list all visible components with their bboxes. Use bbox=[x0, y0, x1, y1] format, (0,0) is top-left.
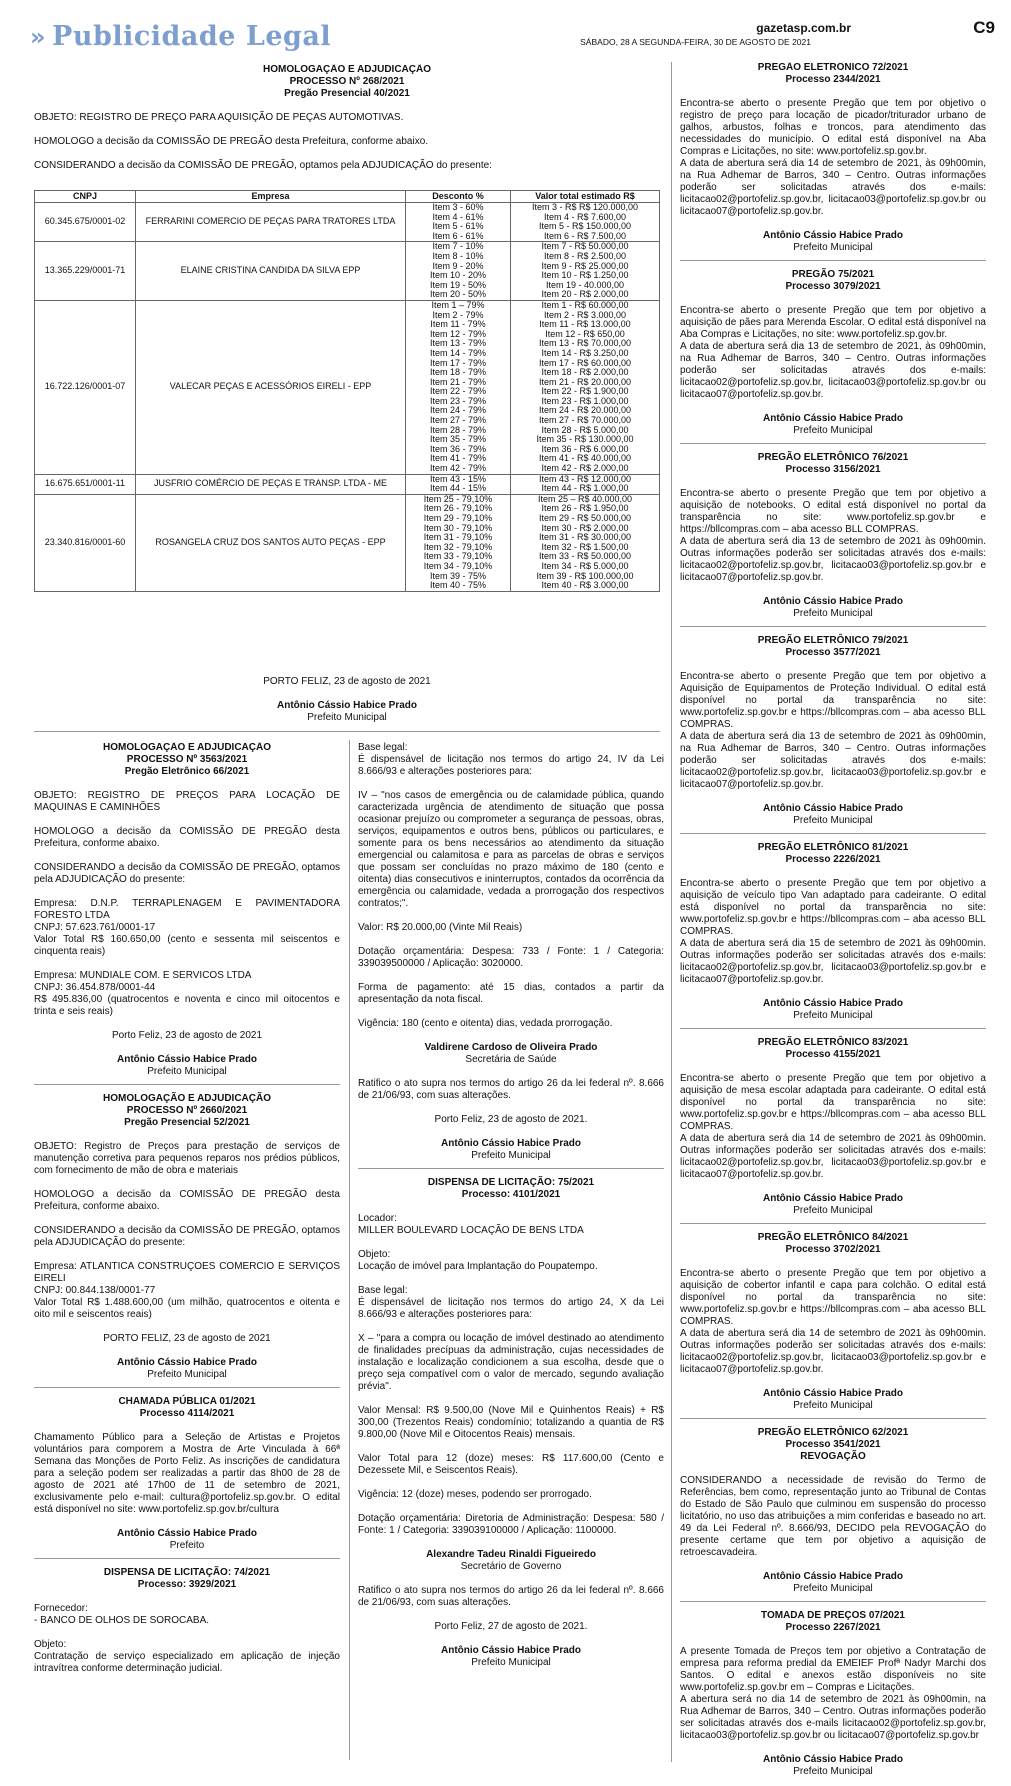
divider bbox=[34, 1387, 340, 1388]
signatory-title: Prefeito Municipal bbox=[471, 1657, 551, 1668]
discount-item: Item 7 - 10% bbox=[432, 241, 484, 252]
divider bbox=[34, 731, 660, 732]
signatory-title: Prefeito Municipal bbox=[793, 425, 873, 436]
signatory-name: Antônio Cássio Habice Prado bbox=[276, 700, 418, 711]
notice-date: Porto Feliz, 23 de agosto de 2021 bbox=[111, 1030, 263, 1041]
divider bbox=[34, 1084, 340, 1085]
notice-date: Porto Feliz, 27 de agosto de 2021. bbox=[434, 1621, 588, 1632]
discount-item: Item 44 - 15% bbox=[429, 483, 487, 494]
signatory-title: Prefeito Municipal bbox=[307, 712, 387, 723]
discount-item: Item 11 - 79% bbox=[430, 319, 486, 330]
budget-allocation: Dotação orçamentária: Despesa: 733 / Fonte: 1 / Categoria: 339039500000 / Aplicação: 3020000. bbox=[358, 946, 664, 969]
field-label: Base legal: bbox=[358, 1285, 408, 1296]
value-item: Item 8 - R$ 2.500,00 bbox=[543, 250, 627, 261]
signatory-title: Prefeito Municipal bbox=[793, 1766, 873, 1777]
col-header-empresa: Empresa bbox=[136, 191, 406, 203]
notice-body: A data de abertura será dia 14 de setembro de 2021 às 09h00min. Outras informações poderão ser solicitadas através dos e-mails: licitacao02@portofeliz.sp.gov.br, licitacao03@portofeliz.sp.gov.br e licitacao07@portofeliz.sp.gov.br. bbox=[680, 1133, 986, 1180]
section-title: » Publicidade Legal bbox=[30, 21, 332, 52]
discount-item: Item 39 - 75% bbox=[429, 570, 487, 581]
signatory-name: Antônio Cássio Habice Prado bbox=[762, 998, 904, 1009]
value-item: Item 18 - R$ 2.000,00 bbox=[541, 367, 629, 378]
notice-date: PORTO FELIZ, 23 de agosto de 2021 bbox=[263, 676, 431, 687]
value-item: Item 5 - R$ 150.000,00 bbox=[538, 221, 632, 232]
cell-valor bbox=[511, 203, 660, 242]
discount-item: Item 43 - 15% bbox=[429, 473, 487, 484]
notice-objeto: Locação de imóvel para Implantação do Poupatempo. bbox=[358, 1261, 598, 1272]
discount-item: Item 14 - 79% bbox=[429, 347, 487, 358]
discount-item: Item 32 - 79,10% bbox=[423, 541, 493, 552]
field-label: Objeto: bbox=[358, 1249, 391, 1260]
notice-heading: PREGÃO 75/2021 bbox=[791, 269, 875, 280]
value-item: Item 33 - R$ 50.000,00 bbox=[538, 551, 632, 562]
notice-process: Processo 4155/2021 bbox=[785, 1049, 881, 1060]
page-number: C9 bbox=[973, 18, 995, 37]
cell-cnpj: 23.340.816/0001-60 bbox=[35, 494, 136, 591]
value-item: Item 36 - R$ 6.000,00 bbox=[541, 443, 629, 454]
notice-subheading: Pregão Eletrônico 66/2021 bbox=[124, 766, 250, 777]
discount-item: Item 4 - 61% bbox=[432, 211, 484, 222]
divider bbox=[680, 1601, 986, 1602]
value-item: Item 26 - R$ 1.950,00 bbox=[541, 503, 629, 514]
notice-heading: HOMOLOGAÇÃO E ADJUDICAÇÃO bbox=[103, 742, 271, 753]
value-item: Item 28 - R$ 5.000,00 bbox=[541, 424, 629, 435]
discount-item: Item 40 - 75% bbox=[429, 580, 487, 591]
company-cnpj: CNPJ: 00.844.138/0001-77 bbox=[34, 1285, 156, 1296]
cell-desconto bbox=[406, 203, 511, 242]
value-item: Item 19 - 40.000,00 bbox=[545, 279, 625, 290]
payment-terms: Forma de pagamento: até 15 dias, contados a partir da apresentação da nota fiscal. bbox=[358, 982, 664, 1005]
lessor-name: MILLER BOULEVARD LOCAÇÃO DE BENS LTDA bbox=[358, 1225, 584, 1236]
signatory-name: Antônio Cássio Habice Prado bbox=[762, 230, 904, 241]
discount-item: Item 33 - 79,10% bbox=[423, 551, 493, 562]
notice-homologo: HOMOLOGO a decisão da COMISSÃO DE PREGÃO desta Prefeitura, conforme abaixo. bbox=[34, 136, 429, 147]
validity: Vigência: 12 (doze) meses, podendo ser prorrogado. bbox=[358, 1489, 592, 1500]
notice-homologo: HOMOLOGO a decisão da COMISSÃO DE PREGÃO desta Prefeitura, conforme abaixo. bbox=[34, 826, 340, 849]
signatory-name: Valdirene Cardoso de Oliveira Prado bbox=[424, 1042, 598, 1053]
notice-body: Encontra-se aberto o presente Pregão que tem por objetivo a aquisição de mesa escolar adaptada para cadeirante. O edital está disponível no portal da transparência no site: www.portofeliz.sp.gov.br e https://bllcompras.com – aba acesso BLL COMPRAS. bbox=[680, 1073, 986, 1132]
legal-quote: IV – "nos casos de emergência ou de calamidade pública, quando caracterizada urgência de atendimento de situação que possa ocasionar prejuízo ou comprometer a segurança de pessoas, obras, serviços, equipamentos e outros bens, públicos ou particulares, e somente para os bens necessários ao atendimento da situação emergencial ou calamitosa e para as parcelas de obras e serviços que possam ser concluídas no prazo máximo de 180 (cento e oitenta) dias consecutivos e ininterruptos, contados da ocorrência da emergência ou calamidade, vedada a prorrogação dos respectivos contratos;". bbox=[358, 790, 664, 909]
divider bbox=[680, 626, 986, 627]
field-label: Fornecedor: bbox=[34, 1603, 88, 1614]
discount-item: Item 29 - 79,10% bbox=[423, 513, 493, 523]
notice-process: Processo 3541/2021 bbox=[785, 1439, 881, 1450]
notice-subheading: Pregão Presencial 52/2021 bbox=[124, 1117, 250, 1128]
notice-body: A data de abertura será dia 13 de setembro de 2021, às 09h00min, na Rua Adhemar de Barros, 340 – Centro. Outras informações poderão ser solicitadas através dos e-mails: licitacao02@portofeliz.sp.gov.br, licitacao03@portofeliz.sp.gov.br ou licitacao07@portofeliz.sp.gov.br. bbox=[680, 341, 986, 400]
value-item: Item 43 - R$ 12.000,00 bbox=[538, 473, 632, 484]
signatory-title: Prefeito Municipal bbox=[793, 1010, 873, 1021]
table-row bbox=[35, 300, 660, 474]
signatory-title: Prefeito bbox=[169, 1540, 205, 1551]
notice-process: Processo 2344/2021 bbox=[785, 74, 881, 85]
divider bbox=[680, 1028, 986, 1029]
discount-item: Item 13 - 79% bbox=[429, 338, 487, 349]
discount-item: Item 12 - 79% bbox=[429, 328, 487, 339]
discount-item: Item 19 - 50% bbox=[429, 279, 487, 290]
company-value: Valor Total R$ 1.488.600,00 (um milhão, quatrocentos e oitenta e oito mil e seiscentos reais) bbox=[34, 1297, 340, 1320]
signatory-title: Secretário de Governo bbox=[460, 1561, 562, 1572]
divider bbox=[34, 1558, 340, 1559]
cell-valor bbox=[511, 494, 660, 591]
value-item: Item 6 - R$ 7.500,00 bbox=[543, 230, 627, 241]
notice-body: Encontra-se aberto o presente Pregão que tem por objetivo a Aquisição de Equipamentos de Proteção Individual. O edital está disponível no portal da transparência no site: www.portofeliz.sp.gov.br e https://bllcompras.com – aba acesso BLL COMPRAS. bbox=[680, 671, 986, 730]
notice-body: A data de abertura será dia 13 de setembro de 2021 às 09h00min, na Rua Adhemar de Barros, 340 – Centro. Outras informações poderão ser solicitadas através dos e-mails: licitacao02@portofeliz.sp.gov.br, licitacao03@portofeliz.sp.gov.br e licitacao07@portofeliz.sp.gov.br. bbox=[680, 731, 986, 790]
notice-heading: PREGÃO ELETRÔNICO 81/2021 bbox=[757, 842, 909, 853]
discount-item: Item 3 - 60% bbox=[432, 202, 484, 212]
notice-process: Processo 3702/2021 bbox=[785, 1244, 881, 1255]
notice-body: Encontra-se aberto o presente Pregão que tem por objetivo a aquisição de pães para Merenda Escolar. O edital está disponível na Aba Compras e Licitações, no site: www.portofeliz.sp.gov.br. bbox=[680, 305, 986, 340]
discount-item: Item 34 - 79,10% bbox=[423, 560, 493, 571]
notice-objeto: OBJETO: Registro de Preços para prestação de serviços de manutenção corretiva para pequenos reparos nos prédios públicos, com fornecimento de mão de obra e materiais bbox=[34, 1141, 340, 1176]
signatory-name: Antônio Cássio Habice Prado bbox=[762, 803, 904, 814]
discount-item: Item 17 - 79% bbox=[429, 357, 487, 368]
legal-basis: É dispensável de licitação nos termos do artigo 24, X da Lei 8.666/93 e alterações posteriores para: bbox=[358, 1297, 664, 1320]
notice-pp40 bbox=[34, 64, 660, 172]
notice-body: A data de abertura será dia 14 de setembro de 2021, às 09h00min, na Rua Adhemar de Barros, 340 – Centro. Outras informações poderão ser solicitadas através dos e-mails: licitacao02@portofeliz.sp.gov.br, licitacao03@portofeliz.sp.gov.br ou licitacao07@portofeliz.sp.gov.br. bbox=[680, 158, 986, 217]
notice-heading: TOMADA DE PREÇOS 07/2021 bbox=[761, 1610, 905, 1621]
value-item: Item 2 - R$ 3.000,00 bbox=[543, 309, 627, 320]
signatory-name: Antônio Cássio Habice Prado bbox=[440, 1138, 582, 1149]
signatory-title: Prefeito Municipal bbox=[793, 1205, 873, 1216]
value-item: Item 4 - R$ 7.600,00 bbox=[543, 211, 627, 222]
notice-objeto: Contratação de serviço especializado em aplicação de injeção intravítrea conforme determinação judicial. bbox=[34, 1651, 340, 1674]
notice-body: Encontra-se aberto o presente Pregão que tem por objetivo a aquisição de notebooks. O edital está disponível no portal da transparência no site: www.portofeliz.sp.gov.br e https://bllcompras.com – aba acesso BLL COMPRAS. bbox=[680, 488, 986, 535]
discount-item: Item 2 - 79% bbox=[432, 309, 484, 320]
table-row bbox=[35, 494, 660, 591]
discount-item: Item 36 - 79% bbox=[429, 443, 487, 454]
discount-item: Item 35 - 79% bbox=[429, 434, 487, 445]
notice-date: Porto Feliz, 23 de agosto de 2021. bbox=[434, 1114, 588, 1125]
notice-heading: DISPENSA DE LICITAÇÃO: 75/2021 bbox=[427, 1177, 595, 1188]
notice-heading: CHAMADA PÚBLICA 01/2021 bbox=[118, 1396, 256, 1407]
value-item: Item 1 - R$ 60.000,00 bbox=[541, 299, 629, 310]
field-label: Objeto: bbox=[34, 1639, 67, 1650]
total-value: Valor Total para 12 (doze) meses: R$ 117.600,00 (Cento e Dezessete Mil, e Seiscentos Reais). bbox=[358, 1453, 664, 1476]
contract-value: Valor: R$ 20.000,00 (Vinte Mil Reais) bbox=[358, 922, 523, 933]
divider bbox=[680, 260, 986, 261]
table-row bbox=[35, 203, 660, 242]
signatory-name: Antônio Cássio Habice Prado bbox=[116, 1528, 258, 1539]
discount-item: Item 28 - 79% bbox=[429, 424, 487, 435]
notice-date: PORTO FELIZ, 23 de agosto de 2021 bbox=[103, 1333, 271, 1344]
signatory-name: Antônio Cássio Habice Prado bbox=[116, 1357, 258, 1368]
cell-cnpj: 16.722.126/0001-07 bbox=[35, 300, 136, 474]
discount-item: Item 21 - 79% bbox=[429, 376, 487, 387]
notice-heading: PREGÃO ELETRÔNICO 76/2021 bbox=[757, 452, 909, 463]
notice-considerando: CONSIDERANDO a decisão da COMISSÃO DE PREGÃO, optamos pela ADJUDICAÇÃO do presente: bbox=[34, 862, 340, 885]
table-row bbox=[35, 242, 660, 301]
notice-body: Chamamento Público para a Seleção de Artistas e Projetos voluntários para comporem a Mostra de Arte Vinculada à 66ª Semana das Monções de Porto Feliz. As inscrições de candidatura para a seleção podem ser realizadas a partir das 8h00 de 28 de agosto de 2021 até 17h00 de 11 de setembro de 2021, exclusivamente pelo e-mail: cultura@portofeliz.sp.gov.br. O edital está disponível no site: www.portofeliz.sp.gov.br/cultura bbox=[34, 1432, 340, 1515]
notice-process: Processo 3577/2021 bbox=[785, 647, 881, 658]
cell-cnpj: 60.345.675/0001-02 bbox=[35, 203, 136, 242]
signatory-name: Antônio Cássio Habice Prado bbox=[762, 596, 904, 607]
value-item: Item 42 - R$ 2.000,00 bbox=[541, 463, 629, 474]
discount-item: Item 42 - 79% bbox=[429, 463, 487, 474]
value-item: Item 29 - R$ 50.000,00 bbox=[538, 513, 632, 523]
budget-allocation: Dotação orçamentária: Diretoria de Administração: Despesa: 580 / Fonte: 1 / Categoria: 339039100000 / Aplicação: 1100000. bbox=[358, 1513, 664, 1536]
discount-item: Item 10 - 20% bbox=[429, 270, 487, 281]
cell-empresa: VALECAR PEÇAS E ACESSÓRIOS EIRELI - EPP bbox=[136, 300, 406, 474]
notice-heading: PREGÃO ELETRÔNICO 83/2021 bbox=[757, 1037, 909, 1048]
notice-subheading: Pregão Presencial 40/2021 bbox=[284, 88, 410, 99]
value-item: Item 40 - R$ 3.000,00 bbox=[541, 580, 629, 591]
company-value: Valor Total R$ 160.650,00 (cento e sessenta mil seiscentos e cinquenta reais) bbox=[34, 934, 340, 957]
discount-item: Item 25 - 79,10% bbox=[423, 493, 493, 504]
field-label: Locador: bbox=[358, 1213, 397, 1224]
divider bbox=[680, 443, 986, 444]
site-name: gazetasp.com.br bbox=[756, 21, 851, 35]
discount-item: Item 30 - 79,10% bbox=[423, 522, 493, 533]
legal-basis: É dispensável de licitação nos termos do artigo 24, IV da Lei 8.666/93 e alterações posteriores para: bbox=[358, 754, 664, 777]
adjudication-table bbox=[34, 190, 660, 592]
value-item: Item 21 - R$ 20.000,00 bbox=[538, 376, 632, 387]
signatory-title: Prefeito Municipal bbox=[147, 1066, 227, 1077]
value-item: Item 11 - R$ 13.000,00 bbox=[539, 319, 631, 330]
signatory-name: Alexandre Tadeu Rinaldi Figueiredo bbox=[426, 1549, 596, 1560]
legal-quote: X – "para a compra ou locação de imóvel destinado ao atendimento de finalidades precípuas da administração, cujas necessidades de instalação e localização condicionem a sua escolha, desde que o preço seja compatível com o valor de mercado, segundo avaliação prévia". bbox=[358, 1333, 664, 1392]
notice-process: Processo 2267/2021 bbox=[785, 1622, 881, 1633]
notice-process: Processo 3079/2021 bbox=[785, 281, 881, 292]
signatory-name: Antônio Cássio Habice Prado bbox=[440, 1645, 582, 1656]
value-item: Item 41 - R$ 40.000,00 bbox=[538, 453, 632, 464]
column-divider bbox=[349, 740, 350, 1760]
notice-process: PROCESSO Nº 2660/2021 bbox=[126, 1105, 248, 1116]
signatory-name: Antônio Cássio Habice Prado bbox=[762, 413, 904, 424]
signatory-name: Antônio Cássio Habice Prado bbox=[762, 1388, 904, 1399]
value-item: Item 17 - R$ 60.000,00 bbox=[538, 357, 632, 368]
field-label: Base legal: bbox=[358, 742, 408, 753]
notice-process: Processo: 4101/2021 bbox=[461, 1189, 561, 1200]
notice-subheading: REVOGAÇÃO bbox=[800, 1451, 866, 1462]
value-item: Item 34 - R$ 5.000,00 bbox=[541, 560, 629, 571]
value-item: Item 27 - R$ 70.000,00 bbox=[538, 415, 632, 426]
discount-item: Item 18 - 79% bbox=[429, 367, 487, 378]
notice-body: A abertura será no dia 14 de setembro de 2021 às 09h00min, na Rua Adhemar de Barros, 340 – Centro. Outras informações poderão ser solicitadas através dos e-mails licitacao02@portofeliz.sp.gov.br, licitacao03@portofeliz.sp.gov.br ou licitacao07@portofeliz.sp.gov.br bbox=[680, 1694, 986, 1741]
column-divider bbox=[671, 62, 672, 1762]
notice-body: CONSIDERANDO a necessidade de revisão do Termo de Referências, bem como, representação junto ao Tribunal de Contas do Estado de São Paulo que culminou em suspensão do processo licitatório, no uso das atribuições a mim conferidas e baseado no art. 49 da Lei Federal nº. 8.666/93, DECIDO pela REVOGAÇÃO do presente certame que tem por objetivo a aquisição de retroescavadeira. bbox=[680, 1475, 986, 1558]
value-item: Item 14 - R$ 3.250,00 bbox=[541, 347, 629, 358]
value-item: Item 39 - R$ 100.000,00 bbox=[536, 570, 634, 581]
notice-pp40-signature bbox=[34, 676, 660, 724]
table-row bbox=[35, 474, 660, 494]
notice-body: A data de abertura será dia 14 de setembro de 2021 às 09h00min. Outras informações poderão ser solicitadas através dos e-mails: licitacao02@portofeliz.sp.gov.br, licitacao03@portofeliz.sp.gov.br e licitacao07@portofeliz.sp.gov.br. bbox=[680, 1328, 986, 1375]
company-name: Empresa: ATLANTICA CONSTRUÇOES COMERCIO E SERVIÇOS EIRELI bbox=[34, 1261, 340, 1284]
signatory-title: Prefeito Municipal bbox=[147, 1369, 227, 1380]
divider bbox=[680, 1223, 986, 1224]
notice-heading: PREGÃO ELETRÔNICO 84/2021 bbox=[757, 1232, 909, 1243]
value-item: Item 44 - R$ 1.000,00 bbox=[541, 483, 629, 494]
value-item: Item 25 – R$ 40.000,00 bbox=[537, 493, 633, 504]
notice-process: Processo 4114/2021 bbox=[139, 1408, 235, 1419]
notice-body: Encontra-se aberto o presente Pregão que tem por objetivo a aquisição de cobertor infantil e capa para colchão. O edital está disponível no portal da transparência no site: www.portofeliz.sp.gov.br e https://bllcompras.com – aba acesso BLL COMPRAS. bbox=[680, 1268, 986, 1327]
signatory-title: Prefeito Municipal bbox=[471, 1150, 551, 1161]
discount-item: Item 20 - 50% bbox=[429, 289, 487, 300]
value-item: Item 31 - R$ 30.000,00 bbox=[538, 532, 632, 543]
notice-process: Processo: 3929/2021 bbox=[137, 1579, 237, 1590]
signatory-title: Prefeito Municipal bbox=[793, 815, 873, 826]
divider bbox=[358, 1168, 664, 1169]
signatory-title: Prefeito Municipal bbox=[793, 242, 873, 253]
value-item: Item 35 - R$ 130.000,00 bbox=[536, 434, 634, 445]
cell-desconto bbox=[406, 474, 511, 494]
ratification: Ratifico o ato supra nos termos do artigo 26 da lei federal nº. 8.666 de 21/06/93, com suas alterações. bbox=[358, 1585, 664, 1608]
discount-item: Item 24 - 79% bbox=[429, 405, 487, 416]
company-value: R$ 495.836,00 (quatrocentos e noventa e cinco mil oitocentos e trinta e seis reais) bbox=[34, 994, 340, 1017]
notice-heading: PREGÃO ELETRÔNICO 72/2021 bbox=[757, 62, 909, 73]
supplier-name: - BANCO DE OLHOS DE SOROCABA. bbox=[34, 1615, 210, 1626]
ratification: Ratifico o ato supra nos termos do artigo 26 da lei federal nº. 8.666 de 21/06/93, com suas alterações. bbox=[358, 1078, 664, 1101]
discount-item: Item 6 - 61% bbox=[432, 230, 484, 241]
notice-body: A data de abertura será dia 15 de setembro de 2021 às 09h00min. Outras informações poderão ser solicitadas através dos e-mails: licitacao02@portofeliz.sp.gov.br, licitacao03@portofeliz.sp.gov.br e licitacao07@portofeliz.sp.gov.br. bbox=[680, 938, 986, 985]
discount-item: Item 23 - 79% bbox=[429, 395, 487, 406]
company-cnpj: CNPJ: 36.454.878/0001-44 bbox=[34, 982, 156, 993]
signatory-title: Prefeito Municipal bbox=[793, 1583, 873, 1594]
cell-valor bbox=[511, 300, 660, 474]
discount-item: Item 1 – 79% bbox=[431, 299, 485, 310]
signatory-name: Antônio Cássio Habice Prado bbox=[762, 1193, 904, 1204]
notice-heading: PREGÃO ELETRÔNICO 62/2021 bbox=[757, 1427, 909, 1438]
column-right bbox=[680, 62, 986, 1778]
discount-item: Item 26 - 79,10% bbox=[423, 503, 493, 514]
value-item: Item 3 - R$ R$ 120.000,00 bbox=[531, 202, 639, 212]
value-item: Item 9 - R$ 25.000,00 bbox=[541, 260, 629, 271]
value-item: Item 22 - R$ 1.900,00 bbox=[541, 386, 629, 397]
notice-body: A presente Tomada de Preços tem por objetivo a Contratação de empresa para reforma predial da EMEIEF Profª Nadyr Marchi dos Santos. O edital e anexos estão disponíveis no site www.portofeliz.sp.gov.br em – Compras e Licitações. bbox=[680, 1646, 986, 1693]
column-middle bbox=[358, 742, 664, 1669]
discount-item: Item 9 - 20% bbox=[432, 260, 484, 271]
notice-body: A data de abertura será dia 13 de setembro de 2021 às 09h00min. Outras informações poderão ser solicitadas através dos e-mails: licitacao02@portofeliz.sp.gov.br, licitacao03@portofeliz.sp.gov.br e licitacao07@portofeliz.sp.gov.br. bbox=[680, 536, 986, 583]
company-cnpj: CNPJ: 57.623.761/0001-17 bbox=[34, 922, 156, 933]
cell-empresa: ELAINE CRISTINA CANDIDA DA SILVA EPP bbox=[136, 242, 406, 301]
discount-item: Item 8 - 10% bbox=[432, 250, 484, 261]
cell-desconto bbox=[406, 494, 511, 591]
cell-valor bbox=[511, 474, 660, 494]
company-name: Empresa: MUNDIALE COM. E SERVICOS LTDA bbox=[34, 970, 252, 981]
signatory-title: Prefeito Municipal bbox=[793, 608, 873, 619]
value-item: Item 13 - R$ 70.000,00 bbox=[538, 338, 632, 349]
notice-heading: HOMOLOGAÇÃO E ADJUDICAÇÃO bbox=[103, 1093, 271, 1104]
notice-considerando: CONSIDERANDO a decisão da COMISSÃO DE PREGÃO, optamos pela ADJUDICAÇÃO do presente: bbox=[34, 160, 492, 171]
cell-empresa: ROSANGELA CRUZ DOS SANTOS AUTO PEÇAS - EPP bbox=[136, 494, 406, 591]
cell-valor bbox=[511, 242, 660, 301]
validity: Vigência: 180 (cento e oitenta) dias, vedada prorrogação. bbox=[358, 1018, 613, 1029]
cell-cnpj: 16.675.651/0001-11 bbox=[35, 474, 136, 494]
divider bbox=[680, 1418, 986, 1419]
discount-item: Item 27 - 79% bbox=[429, 415, 487, 426]
notice-objeto: OBJETO: REGISTRO DE PREÇOS PARA LOCAÇÃO DE MAQUINAS E CAMINHÕES bbox=[34, 790, 340, 813]
value-item: Item 24 - R$ 20.000,00 bbox=[538, 405, 632, 416]
notice-process: PROCESSO Nº 268/2021 bbox=[289, 76, 405, 87]
notice-body: Encontra-se aberto o presente Pregão que tem por objetivo a aquisição de veículo tipo Van adaptado para cadeirante. O edital está disponível no portal da transparência no site: www.portofeliz.sp.gov.br e https://bllcompras.com – aba acesso BLL COMPRAS. bbox=[680, 878, 986, 937]
notice-homologo: HOMOLOGO a decisão da COMISSÃO DE PREGÃO desta Prefeitura, conforme abaixo. bbox=[34, 1189, 340, 1212]
notice-heading: PREGÃO ELETRÔNICO 79/2021 bbox=[757, 635, 909, 646]
value-item: Item 23 - R$ 1.000,00 bbox=[541, 395, 629, 406]
cell-empresa: FERRARINI COMERCIO DE PEÇAS PARA TRATORES LTDA bbox=[136, 203, 406, 242]
signatory-name: Antônio Cássio Habice Prado bbox=[762, 1754, 904, 1765]
notice-heading: DISPENSA DE LICITAÇÃO: 74/2021 bbox=[103, 1567, 271, 1578]
notice-considerando: CONSIDERANDO a decisão da COMISSÃO DE PREGÃO, optamos pela ADJUDICAÇÃO do presente: bbox=[34, 1225, 340, 1248]
value-item: Item 32 - R$ 1.500,00 bbox=[541, 541, 629, 552]
signatory-title: Secretária de Saúde bbox=[465, 1054, 557, 1065]
cell-desconto bbox=[406, 300, 511, 474]
notice-body: Encontra-se aberto o presente Pregão que tem por objetivo o registro de preço para locação de picador/triturador urbano de galhos, arbustos, folhas e troncos, para atendimento das necessidades do município. O edital está disponível na Aba Compras e Licitações, no site: www.portofeliz.sp.gov.br. bbox=[680, 98, 986, 157]
col-header-valor: Valor total estimado R$ bbox=[511, 191, 660, 203]
signatory-title: Prefeito Municipal bbox=[793, 1400, 873, 1411]
double-chevron-icon: » bbox=[30, 23, 47, 51]
discount-item: Item 22 - 79% bbox=[429, 386, 487, 397]
value-item: Item 10 - R$ 1.250,00 bbox=[541, 270, 629, 281]
divider bbox=[680, 833, 986, 834]
notice-process: Processo 2226/2021 bbox=[785, 854, 881, 865]
column-left bbox=[34, 742, 340, 1675]
notice-heading: HOMOLOGAÇÃO E ADJUDICAÇÃO bbox=[263, 64, 431, 75]
col-header-cnpj: CNPJ bbox=[35, 191, 136, 203]
notice-objeto: OBJETO: REGISTRO DE PREÇO PARA AQUISIÇÃO DE PEÇAS AUTOMOTIVAS. bbox=[34, 112, 404, 123]
signatory-name: Antônio Cássio Habice Prado bbox=[116, 1054, 258, 1065]
value-item: Item 20 - R$ 2.000,00 bbox=[541, 289, 629, 300]
notice-process: Processo 3156/2021 bbox=[785, 464, 881, 475]
company-name: Empresa: D.N.P. TERRAPLENAGEM E PAVIMENTADORA FORESTO LTDA bbox=[34, 898, 340, 921]
notice-process: PROCESSO Nº 3563/2021 bbox=[126, 754, 248, 765]
value-item: Item 7 - R$ 50.000,00 bbox=[541, 241, 629, 252]
value-item: Item 30 - R$ 2.000,00 bbox=[541, 522, 629, 533]
cell-desconto bbox=[406, 242, 511, 301]
discount-item: Item 31 - 79,10% bbox=[423, 532, 493, 543]
discount-item: Item 5 - 61% bbox=[432, 221, 484, 232]
signatory-name: Antônio Cássio Habice Prado bbox=[762, 1571, 904, 1582]
col-header-desconto: Desconto % bbox=[406, 191, 511, 203]
cell-cnpj: 13.365.229/0001-71 bbox=[35, 242, 136, 301]
issue-date: SÁBADO, 28 A SEGUNDA-FEIRA, 30 DE AGOSTO DE 2021 bbox=[580, 37, 811, 47]
discount-item: Item 41 - 79% bbox=[429, 453, 487, 464]
monthly-value: Valor Mensal: R$ 9.500,00 (Nove Mil e Quinhentos Reais) + R$ 300,00 (Trezentos Reais) condomínio; totalizando a quantia de R$ 9.800,00 (Nove Mil e Oitocentos Reais) mensais. bbox=[358, 1405, 664, 1440]
cell-empresa: JUSFRIO COMÉRCIO DE PEÇAS E TRANSP. LTDA - ME bbox=[136, 474, 406, 494]
value-item: Item 12 - R$ 650,00 bbox=[545, 328, 625, 339]
